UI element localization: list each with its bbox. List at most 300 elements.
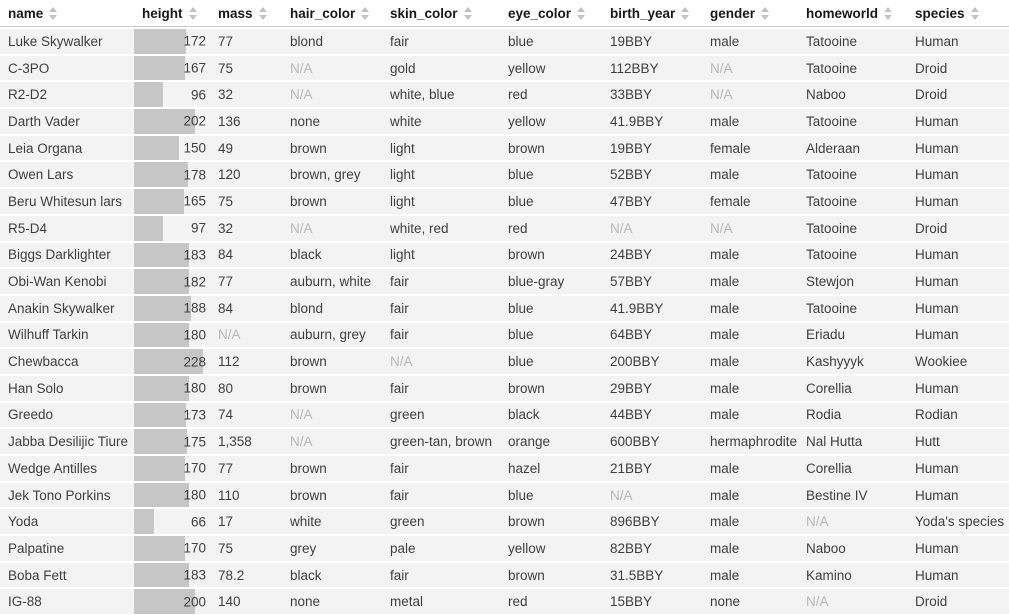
cell-name: Beru Whitesun lars [0,187,134,214]
cell-hair_color: N/A [282,401,382,428]
cell-mass: 74 [210,401,282,428]
table-row [0,401,1009,428]
cell-mass: 77 [210,454,282,481]
cell-height [134,587,210,614]
height-data-bar [134,456,185,481]
table-row [0,481,1009,508]
height-value: 178 [183,167,206,183]
cell-birth_year: 64BBY [602,321,702,348]
cell-homeworld: Nal Hutta [798,427,907,454]
height-value: 172 [183,33,206,49]
cell-name: Luke Skywalker [0,27,134,54]
cell-birth_year: 41.9BBY [602,294,702,321]
height-data-bar [134,243,189,268]
column-header-label: gender [710,5,756,21]
cell-gender: female [702,134,798,161]
cell-gender: male [702,507,798,534]
cell-birth_year: 57BBY [602,267,702,294]
height-data-bar [134,429,187,454]
table-row [0,427,1009,454]
cell-eye_color: blue [500,321,602,348]
table-row [0,27,1009,54]
cell-birth_year: 896BBY [602,507,702,534]
cell-mass: 112 [210,347,282,374]
height-data-bar [134,269,189,294]
column-header-content [290,6,380,21]
cell-gender: hermaphrodite [702,427,798,454]
height-value: 150 [183,140,206,156]
cell-homeworld: Stewjon [798,267,907,294]
cell-skin_color: fair [382,27,500,54]
cell-height [134,347,210,374]
cell-gender: male [702,561,798,588]
cell-skin_color: light [382,134,500,161]
cell-skin_color: white [382,107,500,134]
cell-mass: 78.2 [210,561,282,588]
cell-skin_color: N/A [382,347,500,374]
column-header-hair_color[interactable] [282,0,382,27]
height-value: 170 [183,540,206,556]
height-data-bar [134,509,154,534]
table-row [0,534,1009,561]
cell-homeworld: Tatooine [798,27,907,54]
cell-skin_color: fair [382,267,500,294]
cell-birth_year: 82BBY [602,534,702,561]
height-data-bar [134,162,188,187]
cell-birth_year: 21BBY [602,454,702,481]
cell-species: Human [907,561,1009,588]
cell-height [134,134,210,161]
cell-name: Jek Tono Porkins [0,481,134,508]
cell-birth_year: 600BBY [602,427,702,454]
cell-skin_color: light [382,160,500,187]
cell-eye_color: yellow [500,54,602,81]
cell-height [134,187,210,214]
cell-name: Darth Vader [0,107,134,134]
cell-homeworld: Tatooine [798,187,907,214]
cell-height [134,294,210,321]
header-row [0,0,1009,27]
cell-name: Boba Fett [0,561,134,588]
sort-arrows-icon[interactable] [681,7,689,20]
cell-species: Droid [907,54,1009,81]
cell-eye_color: blue [500,160,602,187]
cell-homeworld: Corellia [798,454,907,481]
cell-birth_year: 29BBY [602,374,702,401]
sort-arrows-icon[interactable] [577,7,585,20]
height-value: 200 [183,594,206,610]
column-header-label: name [8,5,44,21]
cell-birth_year: 47BBY [602,187,702,214]
cell-mass: 75 [210,534,282,561]
sort-arrows-icon[interactable] [189,7,197,20]
height-value: 97 [190,220,206,236]
height-value: 183 [183,567,206,583]
cell-homeworld: Tatooine [798,160,907,187]
table-row [0,374,1009,401]
table-row [0,160,1009,187]
cell-species: Human [907,134,1009,161]
cell-homeworld: Naboo [798,534,907,561]
cell-mass: 75 [210,54,282,81]
cell-species: Human [907,294,1009,321]
cell-birth_year: N/A [602,481,702,508]
cell-homeworld: Tatooine [798,54,907,81]
cell-eye_color: blue [500,27,602,54]
cell-hair_color: brown [282,347,382,374]
column-header-label: homeworld [806,5,879,21]
column-header-label: eye_color [508,5,572,21]
cell-skin_color: gold [382,54,500,81]
height-data-bar [134,323,189,348]
cell-height [134,374,210,401]
cell-mass: 77 [210,267,282,294]
table-row [0,321,1009,348]
cell-skin_color: fair [382,561,500,588]
cell-name: Anakin Skywalker [0,294,134,321]
cell-mass: 110 [210,481,282,508]
cell-skin_color: green [382,507,500,534]
cell-hair_color: brown [282,454,382,481]
height-value: 183 [183,247,206,263]
height-value: 96 [190,87,206,103]
cell-eye_color: brown [500,507,602,534]
height-value: 202 [183,113,206,129]
cell-mass: 17 [210,507,282,534]
cell-mass: 75 [210,187,282,214]
cell-hair_color: black [282,241,382,268]
height-value: 182 [183,274,206,290]
height-value: 165 [183,193,206,209]
cell-name: R5-D4 [0,214,134,241]
cell-gender: male [702,267,798,294]
cell-name: Yoda [0,507,134,534]
cell-homeworld: N/A [798,587,907,614]
cell-hair_color: brown [282,374,382,401]
cell-height [134,401,210,428]
cell-eye_color: brown [500,134,602,161]
cell-species: Human [907,27,1009,54]
cell-species: Yoda's species [907,507,1009,534]
table-row [0,294,1009,321]
column-header-content [710,6,796,21]
column-header-name[interactable] [0,0,134,27]
cell-eye_color: black [500,401,602,428]
cell-eye_color: hazel [500,454,602,481]
cell-name: IG-88 [0,587,134,614]
cell-homeworld: Tatooine [798,241,907,268]
height-value: 180 [183,487,206,503]
cell-species: Human [907,454,1009,481]
column-header-label: birth_year [610,5,676,21]
cell-gender: male [702,347,798,374]
cell-hair_color: N/A [282,427,382,454]
cell-homeworld: Kamino [798,561,907,588]
cell-eye_color: yellow [500,534,602,561]
cell-skin_color: metal [382,587,500,614]
cell-skin_color: green-tan, brown [382,427,500,454]
cell-eye_color: blue-gray [500,267,602,294]
cell-skin_color: pale [382,534,500,561]
column-header-homeworld[interactable] [798,0,907,27]
cell-skin_color: fair [382,321,500,348]
cell-skin_color: fair [382,374,500,401]
height-data-bar [134,536,185,561]
cell-hair_color: black [282,561,382,588]
cell-hair_color: grey [282,534,382,561]
cell-height [134,267,210,294]
cell-homeworld: Tatooine [798,214,907,241]
height-data-bar [134,29,186,54]
height-value: 170 [183,460,206,476]
cell-birth_year: N/A [602,214,702,241]
cell-gender: male [702,401,798,428]
cell-gender: male [702,481,798,508]
height-data-bar [134,216,163,241]
column-header-height[interactable] [134,0,210,27]
sort-arrows-icon[interactable] [971,7,979,20]
cell-mass: 77 [210,27,282,54]
cell-gender: male [702,374,798,401]
column-header-birth_year[interactable] [602,0,702,27]
sort-arrows-icon[interactable] [761,7,769,20]
cell-gender: male [702,294,798,321]
sort-arrows-icon[interactable] [49,7,57,20]
cell-height [134,107,210,134]
column-header-content [610,6,700,21]
table-row [0,214,1009,241]
column-header-label: hair_color [290,5,356,21]
cell-birth_year: 24BBY [602,241,702,268]
column-header-skin_color[interactable] [382,0,500,27]
column-header-label: mass [218,5,253,21]
cell-species: Wookiee [907,347,1009,374]
column-header-content [390,6,498,21]
cell-eye_color: yellow [500,107,602,134]
cell-homeworld: Naboo [798,80,907,107]
height-data-bar [134,189,184,214]
table-row [0,347,1009,374]
table-row [0,54,1009,81]
cell-name: Chewbacca [0,347,134,374]
cell-height [134,54,210,81]
cell-species: Human [907,267,1009,294]
column-header-mass[interactable] [210,0,282,27]
cell-skin_color: white, blue [382,80,500,107]
column-header-label: skin_color [390,5,458,21]
cell-homeworld: Rodia [798,401,907,428]
cell-gender: male [702,241,798,268]
cell-birth_year: 52BBY [602,160,702,187]
cell-gender: male [702,454,798,481]
cell-birth_year: 44BBY [602,401,702,428]
cell-birth_year: 31.5BBY [602,561,702,588]
table-body [0,27,1009,614]
cell-eye_color: blue [500,347,602,374]
height-data-bar [134,403,186,428]
cell-gender: N/A [702,54,798,81]
cell-name: C-3PO [0,54,134,81]
cell-homeworld: Eriadu [798,321,907,348]
cell-height [134,241,210,268]
table-header [0,0,1009,27]
cell-birth_year: 33BBY [602,80,702,107]
cell-name: Owen Lars [0,160,134,187]
cell-skin_color: fair [382,481,500,508]
column-header-content [915,6,1007,21]
height-value: 173 [183,407,206,423]
cell-gender: male [702,534,798,561]
cell-height [134,507,210,534]
cell-height [134,534,210,561]
column-header-content [806,6,905,21]
cell-hair_color: none [282,107,382,134]
cell-eye_color: orange [500,427,602,454]
cell-gender: male [702,160,798,187]
cell-gender: male [702,321,798,348]
height-data-bar [134,376,189,401]
cell-birth_year: 19BBY [602,134,702,161]
table-row [0,587,1009,614]
cell-eye_color: red [500,80,602,107]
cell-species: Human [907,241,1009,268]
cell-species: Human [907,374,1009,401]
table-row [0,454,1009,481]
height-value: 188 [183,300,206,316]
cell-homeworld: Alderaan [798,134,907,161]
cell-name: Jabba Desilijic Tiure [0,427,134,454]
cell-mass: 1,358 [210,427,282,454]
cell-hair_color: auburn, grey [282,321,382,348]
cell-homeworld: Bestine IV [798,481,907,508]
cell-name: Biggs Darklighter [0,241,134,268]
table-row [0,134,1009,161]
cell-name: Wedge Antilles [0,454,134,481]
height-value: 167 [183,60,206,76]
cell-birth_year: 15BBY [602,587,702,614]
cell-homeworld: Tatooine [798,294,907,321]
sort-arrows-icon[interactable] [259,7,267,20]
height-data-bar [134,56,185,81]
cell-mass: 32 [210,214,282,241]
cell-height [134,561,210,588]
sort-arrows-icon[interactable] [464,7,472,20]
column-header-content [218,6,280,21]
column-header-content [508,6,600,21]
height-data-bar [134,82,163,107]
cell-species: Droid [907,214,1009,241]
cell-hair_color: blond [282,294,382,321]
cell-species: Droid [907,587,1009,614]
cell-name: Wilhuff Tarkin [0,321,134,348]
cell-hair_color: brown [282,187,382,214]
cell-height [134,454,210,481]
cell-birth_year: 41.9BBY [602,107,702,134]
cell-gender: male [702,107,798,134]
column-header-eye_color[interactable] [500,0,602,27]
cell-skin_color: light [382,187,500,214]
height-value: 175 [183,434,206,450]
cell-gender: female [702,187,798,214]
cell-name: Palpatine [0,534,134,561]
cell-hair_color: brown, grey [282,160,382,187]
column-header-gender[interactable] [702,0,798,27]
cell-hair_color: white [282,507,382,534]
cell-mass: 32 [210,80,282,107]
cell-hair_color: brown [282,134,382,161]
column-header-content [142,6,208,21]
cell-gender: N/A [702,80,798,107]
column-header-content [8,6,132,21]
table-row [0,80,1009,107]
cell-mass: 49 [210,134,282,161]
cell-height [134,27,210,54]
cell-gender: male [702,27,798,54]
cell-eye_color: brown [500,241,602,268]
cell-skin_color: fair [382,294,500,321]
cell-species: Rodian [907,401,1009,428]
cell-skin_color: light [382,241,500,268]
cell-hair_color: none [282,587,382,614]
cell-mass: 84 [210,294,282,321]
cell-birth_year: 112BBY [602,54,702,81]
height-value: 180 [183,380,206,396]
cell-species: Human [907,187,1009,214]
height-data-bar [134,136,179,161]
column-header-species[interactable] [907,0,1009,27]
cell-mass: 80 [210,374,282,401]
table-row [0,507,1009,534]
cell-mass: 84 [210,241,282,268]
table-row [0,187,1009,214]
cell-skin_color: fair [382,454,500,481]
cell-height [134,80,210,107]
cell-mass: N/A [210,321,282,348]
height-value: 66 [190,514,206,530]
cell-species: Human [907,481,1009,508]
cell-species: Hutt [907,427,1009,454]
cell-hair_color: N/A [282,214,382,241]
cell-name: Obi-Wan Kenobi [0,267,134,294]
cell-skin_color: green [382,401,500,428]
height-data-bar [134,563,189,588]
cell-eye_color: blue [500,187,602,214]
cell-eye_color: blue [500,294,602,321]
cell-gender: N/A [702,214,798,241]
cell-height [134,160,210,187]
cell-eye_color: red [500,587,602,614]
cell-species: Human [907,107,1009,134]
cell-gender: none [702,587,798,614]
cell-homeworld: N/A [798,507,907,534]
cell-eye_color: brown [500,561,602,588]
cell-species: Droid [907,80,1009,107]
sort-arrows-icon[interactable] [884,7,892,20]
cell-species: Human [907,534,1009,561]
sort-arrows-icon[interactable] [361,7,369,20]
cell-height [134,214,210,241]
cell-name: Greedo [0,401,134,428]
cell-homeworld: Tatooine [798,107,907,134]
cell-height [134,321,210,348]
cell-skin_color: white, red [382,214,500,241]
column-header-label: height [142,5,183,21]
cell-eye_color: red [500,214,602,241]
cell-hair_color: N/A [282,80,382,107]
cell-homeworld: Kashyyyk [798,347,907,374]
height-data-bar [134,483,189,508]
cell-height [134,481,210,508]
